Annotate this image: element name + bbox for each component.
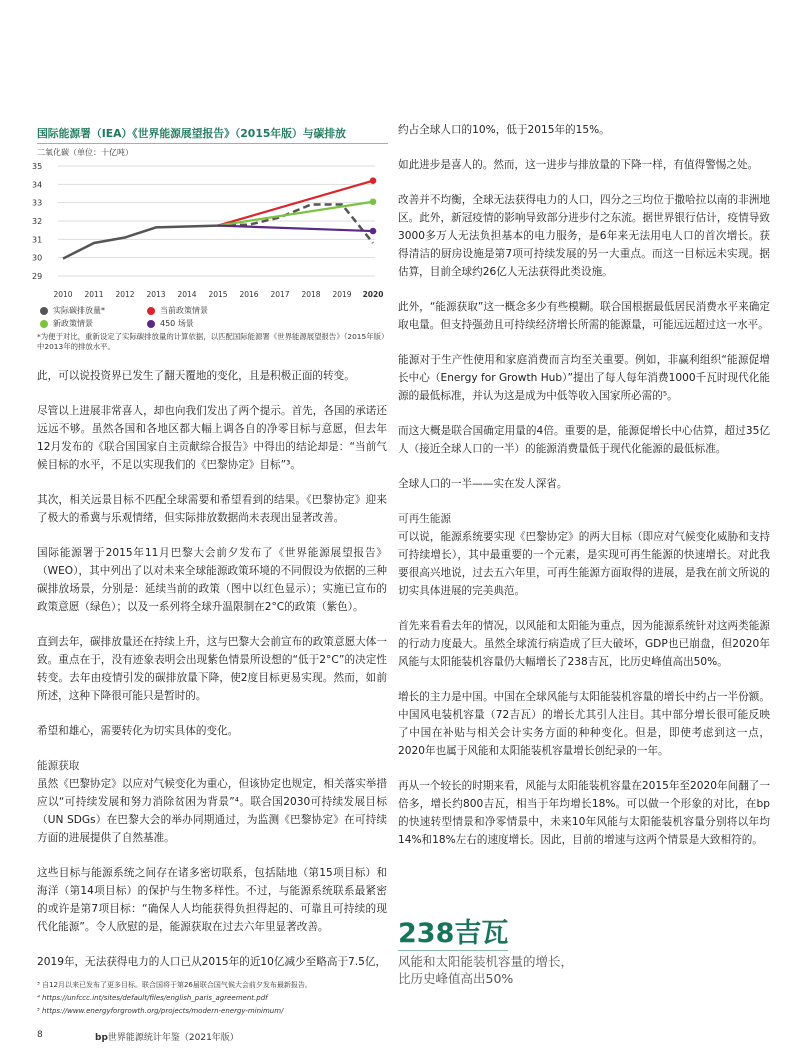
callout-value: 238吉瓦 [398, 918, 509, 949]
y-tick-label: 29 [32, 272, 43, 281]
paragraph: 尽管以上进展非常喜人，却也向我们发出了两个提示。首先，各国的承诺还远远不够。虽然各国和各地区都大幅上调各自的净零目标与意愿，但去年12月发布的《联合国国家自主贡献综合报告》中得出的结论却是：“当前气候目标的水平，不足以实现我们的《巴黎协定》目标”³。 [37, 405, 387, 471]
paragraph: 而这大概是联合国确定用量的4倍。重要的是，能源促增长中心估算，超过35亿人（接近全球人口的一半）的能源消费量低于现代化能源的最低标准。 [398, 425, 770, 455]
chart-title: 国际能源署（IEA）《世界能源展望报告》（2015年版）与碳排放 [37, 127, 346, 140]
chart-note: *为便于对比，重新设定了实际碳排放量的计算依据，以匹配国际能源署《世界能源展望报告》（2015年版）中2013年的排放水平。 [37, 332, 385, 351]
left-stack [37, 367, 387, 1043]
footnote-link[interactable]: ⁵ https://www.energyforgrowth.org/projects/modern-energy-minimum/ [37, 1007, 284, 1015]
footer-title-text: 世界能源统计年鉴（2021年版） [107, 1033, 239, 1043]
series-line-new-policies [218, 202, 373, 226]
paragraph: 直到去年，碳排放量还在持续上升，这与巴黎大会前宣布的政策意愿大体一致。重点在于，没有迹象表明会出现紫色情景所设想的“低于2°C”的决定性转变。去年由疫情引发的碳排放量下降，使2度目标更易实现。然而，如前所述，这种下降很可能只是暂时的。 [37, 636, 387, 702]
callout-line: 比历史峰值高出50% [398, 971, 514, 986]
legend-label: 当前政策情景 [160, 306, 208, 315]
legend-450 [147, 318, 194, 329]
paragraph: 改善并不均衡，全球无法获得电力的人口，四分之三均位于撒哈拉以南的非洲地区。此外，新冠疫情的影响导致部分进步付之东流。据世界银行估计，疫情导致3000多万人无法负担基本的电力服务，是6年来无法用电人口的首次增长。获得清洁的厨房设施是第7项可持续发展的另一大重点。而这一目标远未实现。据估算，目前全球约26亿人无法获得此类设施。 [398, 194, 770, 278]
emissions-line-chart [30, 155, 385, 305]
legend-swatch [147, 307, 155, 315]
x-tick-label: 2018 [301, 290, 321, 299]
legend-actual [40, 305, 105, 316]
x-tick-label: 2019 [332, 290, 352, 299]
series-line-actual-dashed [218, 205, 373, 244]
y-tick-label: 34 [32, 180, 43, 190]
y-tick-label: 33 [32, 198, 43, 208]
paragraph: 可以说，能源系统要实现《巴黎协定》的两大目标（即应对气候变化威胁和支持可持续增长），其中最重要的一个元素，是实现可再生能源的快速增长。对此我要很高兴地说，过去五六年里，可再生能源方面取得的进展，是我在前文所说的切实具体进展的完美典范。 [398, 531, 770, 597]
legend-swatch [40, 320, 48, 328]
x-tick-label: 2013 [146, 290, 166, 299]
series-line-actual [63, 226, 218, 259]
callout-line: 风能和太阳能装机容量的增长， [398, 954, 574, 969]
x-tick-label: 2015 [208, 290, 228, 299]
spacer [37, 971, 387, 979]
paragraph: 再从一个较长的时期来看，风能与太阳能装机容量在2015年至2020年间翻了一倍多，增长约800吉瓦，相当于年均增长18%。可以做一个形象的对比，在bp的快速转型情景和净零情景中，未来10年风能与太阳能装机容量分别将以年均14%和18%左右的速度增长。因此，目前的增速与这两个情景是大致相符的。 [398, 780, 770, 846]
paragraph: 约占全球人口的10%，低于2015年的15%。 [398, 124, 610, 136]
paragraph: 此外，“能源获取”这一概念多少有些模糊。联合国根据最低居民消费水平来确定取电量。但支持强劲且可持续经济增长所需的能源量，可能远远超过这一水平。 [398, 301, 770, 331]
spacer [398, 849, 770, 918]
divider [37, 143, 388, 144]
y-tick-label: 35 [32, 162, 43, 171]
y-tick-label: 32 [32, 217, 43, 226]
footnote-3: ³ 自12月以来已发布了更多目标。联合国将于第26届联合国气候大会前夕发布最新报告。 [37, 981, 312, 989]
footnote-5[interactable] [37, 1005, 387, 1018]
y-axis-label: 二氧化碳（单位：十亿吨） [37, 148, 133, 157]
paragraph: 此，可以说投资界已发生了翻天覆地的变化，且是积极正面的转变。 [37, 370, 355, 382]
page-number: 8 [37, 1030, 43, 1040]
right-stack [398, 121, 770, 1017]
x-tick-label: 2012 [115, 290, 135, 299]
x-tick-label: 2011 [84, 290, 104, 299]
series-line-450-scenario [218, 226, 373, 232]
paragraph: 其次，相关远景目标不匹配全球需要和希望看到的结果。《巴黎协定》迎来了极大的希冀与乐观情绪，但实际排放数据尚未表现出显著改善。 [37, 494, 387, 524]
data-point-new-policies [370, 198, 377, 205]
data-point-current-policies [370, 177, 377, 184]
right-column [398, 121, 770, 849]
legend-label: 新政策情景 [53, 319, 93, 328]
data-point-450-scenario [370, 228, 377, 235]
footnote-link[interactable]: ⁴ https://unfccc.int/sites/default/files/english_paris_agreement.pdf [37, 994, 268, 1002]
paragraph: 国际能源署于2015年11月巴黎大会前夕发布了《世界能源展望报告》（WEO），其中列出了以对未来全球能源政策环境的不同假设为依据的三种碳排放场景，分别是：延续当前的政策（图中以红色显示）；实施已宣布的政策意愿（绿色）；以及一系列将全球升温限制在2°C的政策（紫色）。 [37, 547, 387, 613]
legend-new [40, 318, 93, 329]
paragraph: 首先来看看去年的情况，以风能和太阳能为重点，因为能源系统针对这两类能源的行动力度最大。虽然全球流行病造成了巨大破坏，GDP也已崩盘，但2020年风能与太阳能装机容量仍大幅增长了238吉瓦，比历史峰值高出50%。 [398, 620, 770, 668]
paragraph: 这些目标与能源系统之间存在诸多密切联系，包括陆地（第15项目标）和海洋（第14项目标）的保护与生物多样性。不过，与能源系统联系最紧密的或许是第7项目标：“确保人人均能获得负担得起的、可靠且可持续的现代化能源”。令人欣慰的是，能源获取在过去六年里显著改善。 [37, 867, 387, 933]
paragraph: 2019年，无法获得电力的人口已从2015年的近10亿减少至略高于7.5亿， [37, 956, 387, 968]
legend-swatch [147, 320, 155, 328]
legend-swatch [40, 307, 48, 315]
paragraph: 希望和雄心，需要转化为切实具体的变化。 [37, 725, 239, 737]
paragraph: 如此进步是喜人的。然而，这一进步与排放量的下降一样，有值得警惕之处。 [398, 159, 759, 171]
legend-label: 450 场景 [160, 319, 194, 328]
paragraph: 全球人口的一半——实在发人深省。 [398, 478, 568, 490]
paragraph: 虽然《巴黎协定》以应对气候变化为重心，但该协定也规定，相关落实举措应以“可持续发展和努力消除贫困为背景”⁴。联合国2030可持续发展目标（UN SDGs）在巴黎大会的举办同期通过，为监测《巴黎协定》在可持续方面的进展提供了自然基准。 [37, 778, 387, 844]
legend-label: 实际碳排放量* [53, 306, 105, 315]
y-tick-label: 30 [32, 253, 43, 263]
x-tick-label: 2014 [177, 290, 197, 299]
paragraph: 增长的主力是中国。中国在全球风能与太阳能装机容量的增长中约占一半份额。中国风电装机容量（72吉瓦）的增长尤其引人注目。其中部分增长很可能反映了中国在补贴与相关会计实务方面的种种变化。但是，即使考虑到这一点，2020年也属于风能和太阳能装机容量增长创纪录的一年。 [398, 691, 770, 757]
footer [37, 1030, 387, 1043]
x-tick-label: 2010 [53, 290, 73, 299]
paragraph: 能源对于生产性使用和家庭消费而言均至关重要。例如，非赢利组织“能源促增长中心（Energy for Growth Hub）”提出了每人每年消费1000千瓦时现代化能源的最低标准，并认为这是成为中低等收入国家所必需的⁵。 [398, 354, 770, 402]
y-tick-label: 31 [32, 235, 43, 245]
x-tick-label: 2020 [362, 290, 384, 299]
x-tick-label: 2017 [270, 290, 290, 299]
legend-current [147, 305, 208, 316]
footnote-4[interactable] [37, 992, 387, 1005]
section-heading: 可再生能源 [398, 513, 451, 525]
footer-title: bp世界能源统计年鉴（2021年版） [95, 1033, 239, 1043]
section-heading: 能源获取 [37, 760, 80, 772]
left-column [37, 367, 387, 971]
callout-text [398, 953, 770, 987]
x-tick-label: 2016 [239, 290, 259, 299]
